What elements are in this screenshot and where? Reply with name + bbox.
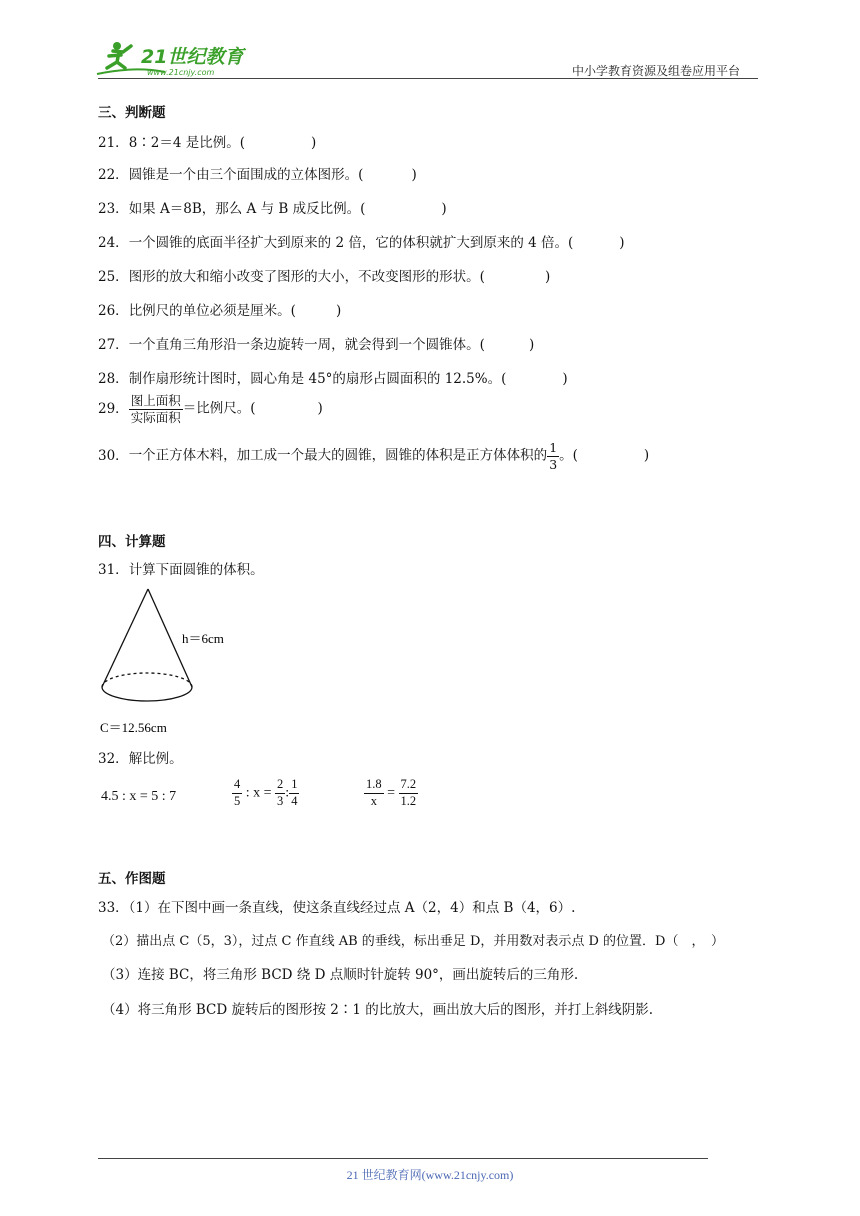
question-33-part-4: （4）将三角形 BCD 旋转后的图形按 2∶1 的比放大，画出放大后的图形，并打上斜线阴影.	[102, 1002, 654, 1018]
section-title-judgment: 三、判断题	[98, 105, 166, 121]
question-27: 27．一个直角三角形沿一条边旋转一周，就会得到一个圆锥体。( )	[98, 337, 535, 353]
section-title-calculation: 四、计算题	[98, 534, 166, 550]
site-logo	[95, 38, 260, 80]
header-divider	[98, 78, 758, 79]
question-21: 21．8∶2＝4 是比例。( )	[98, 135, 317, 151]
equation-2: $\frac{4}{5}$ : x = $\frac{2}{3}$ : $\frac{1}{4}$	[234, 777, 298, 808]
question-22: 22．圆锥是一个由三个面围成的立体图形。( )	[98, 167, 417, 183]
cone-figure	[98, 585, 268, 740]
question-33-part-1: 33．（1）在下图中画一条直线，使这条直线经过点 A（2，4）和点 B（4，6）.	[98, 900, 576, 916]
question-29: 29． $\frac{\text{图上面积}}{\text{实际面积}}$ ＝比例尺。( )	[98, 393, 323, 425]
question-32: 32．解比例。	[98, 751, 183, 767]
question-25: 25．图形的放大和缩小改变了图形的大小，不改变图形的形状。( )	[98, 269, 551, 285]
footer-text: 21 世纪教育网(www.21cnjy.com)	[346, 1168, 514, 1182]
header-platform-name: 中小学教育资源及组卷应用平台	[572, 64, 741, 78]
fraction-scale: $\frac{\text{图上面积}}{\text{实际面积}}$	[130, 393, 181, 425]
question-33-part-3: （3）连接 BC，将三角形 BCD 绕 D 点顺时针旋转 90°，画出旋转后的三角形.	[102, 967, 579, 983]
equation-3: $\frac{1.8}{x}$ = $\frac{7.2}{1.2}$	[366, 777, 417, 808]
footer-divider	[98, 1158, 708, 1159]
section-title-drawing: 五、作图题	[98, 871, 166, 887]
equation-1: 4.5 : x = 5 : 7	[101, 789, 177, 804]
cone-height-label: h＝6cm	[182, 631, 224, 646]
question-31: 31．计算下面圆锥的体积。	[98, 562, 264, 578]
logo-url: www.21cnjy.com	[147, 68, 215, 77]
question-28: 28．制作扇形统计图时，圆心角是 45°的扇形占圆面积的 12.5%。( )	[98, 371, 568, 387]
fraction-one-third: $\frac{1}{3}$	[549, 440, 558, 472]
question-26: 26．比例尺的单位必须是厘米。( )	[98, 303, 342, 319]
logo-title: 21世纪教育	[141, 46, 244, 68]
question-23: 23．如果 A＝8B，那么 A 与 B 成反比例。( )	[98, 201, 447, 217]
question-33-part-2: （2）描出点 C（5，3），过点 C 作直线 AB 的垂线，标出垂足 D，并用数对表示点 D 的位置．D（ ， ）	[102, 934, 724, 949]
cone-circumference-label: C＝12.56cm	[100, 720, 167, 735]
question-30: 30．一个正方体木料，加工成一个最大的圆锥，圆锥的体积是正方体体积的 $\frac{1}{3}$ 。( )	[98, 440, 650, 472]
question-24: 24．一个圆锥的底面半径扩大到原来的 2 倍，它的体积就扩大到原来的 4 倍。( )	[98, 235, 625, 251]
